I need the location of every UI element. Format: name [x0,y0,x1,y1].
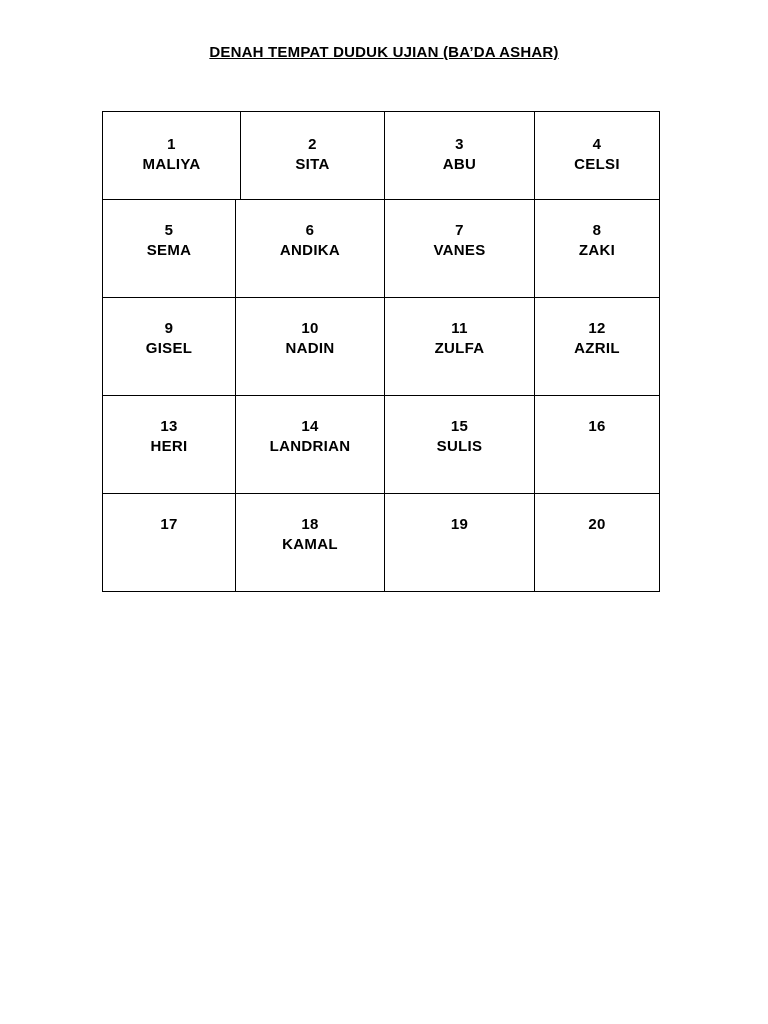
seat-number: 9 [164,320,174,337]
seat-number: 2 [308,136,317,153]
seat-number: 14 [301,418,319,435]
seat-number: 20 [588,516,606,533]
seat-cell [535,396,659,493]
seat-cell [241,112,385,199]
seat-name: CELSI [574,156,620,173]
seat-row-2 [103,200,659,298]
seat-cell [385,494,535,591]
seat-number: 17 [160,516,178,533]
seat-name: GISEL [145,340,193,357]
seat-number: 18 [301,516,319,533]
seat-name: ZULFA [434,340,485,357]
seating-grid [102,111,660,592]
seat-cell [385,298,535,395]
seat-number: 16 [588,418,606,435]
seat-name: SULIS [436,438,483,455]
page-title: DENAH TEMPAT DUDUK UJIAN (BA’DA ASHAR) [209,44,559,61]
seat-name: SITA [295,156,330,173]
seat-cell [385,396,535,493]
seat-name: LANDRIAN [269,438,351,455]
seat-number: 8 [592,222,602,239]
seat-cell [103,396,236,493]
seat-number: 5 [164,222,174,239]
seat-cell [535,112,659,199]
seat-name: SEMA [146,242,192,259]
seat-name: KAMAL [282,536,338,553]
seat-cell [103,494,236,591]
seat-number: 11 [451,320,468,337]
seat-name: AZRIL [574,340,620,357]
seat-cell [385,200,535,297]
seat-cell [535,200,659,297]
seat-cell [236,298,385,395]
seat-name: NADIN [285,340,335,357]
seat-row-3 [103,298,659,396]
seat-cell [535,298,659,395]
seat-number: 19 [450,516,469,533]
seat-cell [103,112,241,199]
seat-number: 15 [450,418,469,435]
seat-name: MALIYA [142,156,201,173]
seat-number: 6 [305,222,315,239]
seat-name: ANDIKA [279,242,341,259]
seat-name: ZAKI [578,242,616,259]
seat-cell [236,200,385,297]
seat-name: HERI [150,438,188,455]
seat-name: VANES [433,242,486,259]
seat-number: 4 [592,136,602,153]
seat-cell [385,112,535,199]
seat-number: 7 [455,222,464,239]
seat-cell [103,200,236,297]
seat-cell [236,494,385,591]
seat-number: 3 [455,136,464,153]
seat-cell [103,298,236,395]
seat-row-4 [103,396,659,494]
seat-cell [236,396,385,493]
seat-number: 12 [588,320,606,337]
seat-cell [535,494,659,591]
seat-row-1 [103,112,659,200]
seat-name: ABU [442,156,477,173]
seat-number: 10 [301,320,319,337]
seat-row-5 [103,494,659,591]
seat-number: 13 [160,418,178,435]
seat-number: 1 [167,136,176,153]
